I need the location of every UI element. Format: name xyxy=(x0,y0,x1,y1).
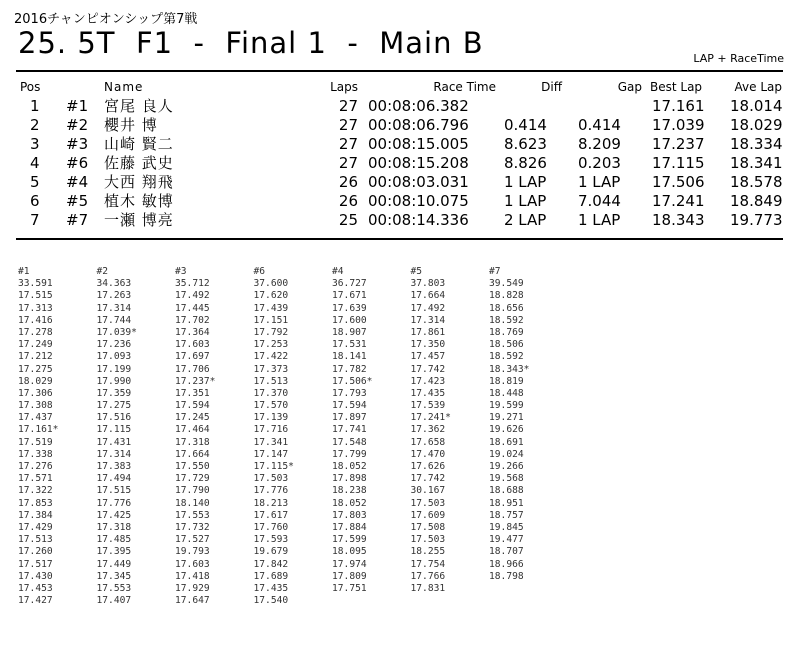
lap-time-cell: 17.702 xyxy=(175,314,210,326)
col-pos-header: Pos xyxy=(20,80,41,94)
results-header-row xyxy=(16,80,783,97)
ave-lap-cell: 18.334 xyxy=(730,135,783,153)
lap-time-cell: 18.951 xyxy=(489,497,524,509)
lap-time-cell: 17.350 xyxy=(410,339,446,351)
lap-time-cell: 17.790 xyxy=(175,485,210,497)
race-time-cell: 00:08:15.005 xyxy=(368,135,469,153)
lap-time-cell: 18.769 xyxy=(489,326,524,338)
lap-time-cell: 17.503 xyxy=(410,497,446,509)
lap-time-cell: 17.658 xyxy=(410,436,446,448)
lap-time-cell: 17.697 xyxy=(175,351,210,363)
lap-time-cell: 17.517 xyxy=(18,558,53,570)
lap-time-cell: 17.799 xyxy=(332,448,367,460)
lap-time-cell: 17.671 xyxy=(332,290,367,302)
lap-time-cell: 17.345 xyxy=(96,570,132,582)
pos-cell: 1 xyxy=(30,97,40,115)
lap-time-cell: 17.861 xyxy=(410,326,446,338)
lap-time-cell: 19.568 xyxy=(489,473,524,485)
lap-time-cell: 17.803 xyxy=(332,509,367,521)
lap-time-cell: 17.430 xyxy=(18,570,53,582)
lap-column xyxy=(411,266,451,595)
lap-time-cell: 17.308 xyxy=(18,400,53,412)
lap-time-cell: 17.485 xyxy=(96,534,132,546)
lap-time-cell: 17.338 xyxy=(18,448,53,460)
lap-time-cell: 17.464 xyxy=(175,424,210,436)
lap-time-cell: 19.024 xyxy=(489,448,524,460)
lap-time-cell: 17.314 xyxy=(96,448,132,460)
col-best-lap-header: Best Lap xyxy=(650,80,703,94)
driver-name-cell: 佐藤 武史 xyxy=(104,154,174,172)
lap-time-cell: 17.245 xyxy=(175,412,210,424)
race-time-cell: 00:08:14.336 xyxy=(368,211,469,229)
car-number-cell: #3 xyxy=(66,135,89,153)
lap-time-cell: 19.793 xyxy=(175,546,210,558)
lap-time-cell: 17.884 xyxy=(332,521,367,533)
lap-time-cell: 19.626 xyxy=(489,424,524,436)
lap-time-cell: 18.052 xyxy=(332,497,367,509)
lap-time-cell: 17.639 xyxy=(332,302,367,314)
lap-time-cell: 17.990 xyxy=(96,375,132,387)
best-lap-cell: 17.506 xyxy=(652,173,705,191)
driver-name-cell: 一瀬 博亮 xyxy=(104,211,174,229)
lap-time-cell: 17.897 xyxy=(332,412,367,424)
lap-time-cell: 17.503 xyxy=(253,473,289,485)
lap-time-cell: 18.141 xyxy=(332,351,367,363)
pos-cell: 4 xyxy=(30,154,40,172)
lap-time-cell: 17.237* xyxy=(175,375,216,387)
lap-time-cell: 17.351 xyxy=(175,387,210,399)
race-time-cell: 00:08:10.075 xyxy=(368,192,469,210)
lap-time-cell: 17.776 xyxy=(96,497,132,509)
car-number-cell: #1 xyxy=(66,97,89,115)
lap-column-car-header: #3 xyxy=(175,266,187,277)
lap-time-cell: 17.139 xyxy=(253,412,289,424)
lap-time-cell: 39.549 xyxy=(489,278,524,290)
lap-column xyxy=(175,266,215,607)
lap-time-cell: 17.603 xyxy=(175,339,210,351)
lap-time-cell: 19.271 xyxy=(489,412,524,424)
lap-time-cell: 17.449 xyxy=(96,558,132,570)
lap-time-cell: 18.448 xyxy=(489,387,524,399)
car-number-cell: #7 xyxy=(66,211,89,229)
lap-time-cell: 35.712 xyxy=(175,278,210,290)
header-divider xyxy=(16,70,783,72)
lap-time-cell: 17.260 xyxy=(18,546,53,558)
lap-time-cell: 19.679 xyxy=(253,546,289,558)
result-row xyxy=(16,135,783,154)
lap-column-car-header: #4 xyxy=(332,266,344,277)
lap-time-cell: 17.929 xyxy=(175,582,210,594)
lap-time-cell: 19.599 xyxy=(489,400,524,412)
lap-time-cell: 30.167 xyxy=(410,485,446,497)
laps-cell: 25 xyxy=(338,211,358,229)
lap-time-cell: 17.853 xyxy=(18,497,53,509)
lap-time-cell: 17.253 xyxy=(253,339,289,351)
laps-cell: 26 xyxy=(338,192,358,210)
lap-time-cell: 17.318 xyxy=(96,521,132,533)
driver-name-cell: 山崎 賢二 xyxy=(104,135,174,153)
laps-cell: 27 xyxy=(338,135,358,153)
lap-time-cell: 17.540 xyxy=(253,595,289,607)
best-lap-cell: 17.039 xyxy=(652,116,705,134)
lap-time-cell: 17.600 xyxy=(332,314,367,326)
lap-time-cell: 17.732 xyxy=(175,521,210,533)
pos-cell: 5 xyxy=(30,173,40,191)
lap-time-cell: 17.416 xyxy=(18,314,53,326)
lap-time-cell: 17.425 xyxy=(96,509,132,521)
lap-time-cell: 17.276 xyxy=(18,461,53,472)
lap-time-cell: 17.760 xyxy=(253,521,289,533)
diff-cell: 2 LAP xyxy=(504,211,547,229)
lap-time-cell: 17.306 xyxy=(18,387,53,399)
lap-time-cell: 17.423 xyxy=(410,375,446,387)
lap-time-cell: 18.052 xyxy=(332,461,367,472)
lap-time-cell: 17.503 xyxy=(410,534,446,546)
lap-time-cell: 36.727 xyxy=(332,278,367,290)
lap-time-cell: 17.314 xyxy=(410,314,446,326)
lap-time-cell: 17.527 xyxy=(175,534,210,546)
race-title: 25. 5T F1 - Final 1 - Main B xyxy=(18,26,484,60)
lap-time-cell: 17.729 xyxy=(175,473,210,485)
result-row xyxy=(16,97,783,116)
lap-time-cell: 17.275 xyxy=(18,363,53,375)
lap-time-cell: 17.515 xyxy=(18,290,53,302)
lap-time-cell: 17.241* xyxy=(410,412,451,424)
lap-column-car-header: #5 xyxy=(410,266,423,277)
diff-cell: 8.826 xyxy=(504,154,547,172)
lap-time-cell: 17.453 xyxy=(18,582,53,594)
lap-time-cell: 17.603 xyxy=(175,558,210,570)
lap-time-cell: 18.966 xyxy=(489,558,524,570)
lap-time-cell: 17.199 xyxy=(96,363,132,375)
col-ave-lap-header: Ave Lap xyxy=(734,80,782,94)
lap-time-cell: 17.553 xyxy=(96,582,132,594)
lap-time-cell: 17.147 xyxy=(253,448,289,460)
lap-time-cell: 37.803 xyxy=(410,278,446,290)
lap-time-cell: 34.363 xyxy=(96,278,132,290)
lap-time-cell: 18.255 xyxy=(410,546,446,558)
lap-time-cell: 17.626 xyxy=(410,461,446,472)
lap-time-cell: 18.592 xyxy=(489,314,524,326)
lap-time-cell: 17.383 xyxy=(96,461,132,472)
race-time-cell: 00:08:06.382 xyxy=(368,97,469,115)
results-table xyxy=(16,80,783,230)
lap-time-cell: 17.792 xyxy=(253,326,289,338)
lap-time-cell: 17.275 xyxy=(96,400,132,412)
lap-time-cell: 18.592 xyxy=(489,351,524,363)
lap-column-car-header: #6 xyxy=(253,266,266,277)
lap-time-cell: 17.115 xyxy=(96,424,132,436)
lap-time-cell: 17.744 xyxy=(96,314,132,326)
lap-time-cell: 17.418 xyxy=(175,570,210,582)
lap-time-cell: 17.620 xyxy=(253,290,289,302)
race-time-cell: 00:08:06.796 xyxy=(368,116,469,134)
diff-cell: 1 LAP xyxy=(504,192,547,210)
lap-time-cell: 17.664 xyxy=(410,290,446,302)
lap-time-cell: 17.599 xyxy=(332,534,367,546)
lap-time-cell: 17.516 xyxy=(96,412,132,424)
driver-name-cell: 櫻井 博 xyxy=(104,116,158,134)
lap-time-cell: 17.435 xyxy=(253,582,289,594)
lap-time-cell: 18.140 xyxy=(175,497,210,509)
car-number-cell: #2 xyxy=(66,116,89,134)
lap-time-cell: 17.647 xyxy=(175,595,210,607)
lap-time-cell: 17.571 xyxy=(18,473,53,485)
col-laps-header: Laps xyxy=(330,80,358,94)
ave-lap-cell: 18.849 xyxy=(730,192,783,210)
lap-time-cell: 17.457 xyxy=(410,351,446,363)
lap-time-cell: 17.373 xyxy=(253,363,289,375)
lap-time-cell: 17.470 xyxy=(410,448,446,460)
lap-time-cell: 17.716 xyxy=(253,424,289,436)
car-number-cell: #6 xyxy=(66,154,89,172)
lap-time-cell: 37.600 xyxy=(253,278,289,290)
gap-cell: 8.209 xyxy=(578,135,621,153)
lap-column xyxy=(18,266,58,607)
lap-time-cell: 17.263 xyxy=(96,290,132,302)
lap-column-car-header: #1 xyxy=(18,266,30,277)
lap-time-cell: 18.238 xyxy=(332,485,367,497)
event-subtitle: 2016チャンピオンシップ第7戦 xyxy=(14,12,198,27)
best-lap-cell: 17.161 xyxy=(652,97,705,115)
lap-time-cell: 17.793 xyxy=(332,387,367,399)
driver-name-cell: 大西 翔飛 xyxy=(104,173,174,191)
col-diff-header: Diff xyxy=(541,80,562,94)
lap-time-cell: 17.341 xyxy=(253,436,289,448)
lap-time-cell: 17.322 xyxy=(18,485,53,497)
lap-time-cell: 17.539 xyxy=(410,400,446,412)
lap-time-cell: 17.594 xyxy=(175,400,210,412)
gap-cell: 0.414 xyxy=(578,116,621,134)
lap-time-cell: 17.384 xyxy=(18,509,53,521)
col-name-header: Name xyxy=(104,80,144,94)
lap-time-cell: 17.439 xyxy=(253,302,289,314)
lap-time-cell: 17.553 xyxy=(175,509,210,521)
diff-cell: 8.623 xyxy=(504,135,547,153)
lap-time-cell: 17.039* xyxy=(96,326,137,338)
lap-time-cell: 17.664 xyxy=(175,448,210,460)
lap-time-cell: 18.688 xyxy=(489,485,524,497)
lap-time-cell: 33.591 xyxy=(18,278,53,290)
lap-time-cell: 18.691 xyxy=(489,436,524,448)
lap-time-cell: 18.506 xyxy=(489,339,524,351)
lap-time-cell: 17.151 xyxy=(253,314,289,326)
lap-time-cell: 17.974 xyxy=(332,558,367,570)
best-lap-cell: 17.241 xyxy=(652,192,705,210)
lap-time-cell: 17.395 xyxy=(96,546,132,558)
lap-column xyxy=(254,266,294,607)
best-lap-cell: 18.343 xyxy=(652,211,705,229)
lap-time-cell: 17.445 xyxy=(175,302,210,314)
results-divider xyxy=(16,238,783,240)
lap-time-cell: 17.519 xyxy=(18,436,53,448)
lap-time-cell: 18.798 xyxy=(489,570,524,582)
lap-time-cell: 18.707 xyxy=(489,546,524,558)
lap-column xyxy=(332,266,372,595)
lap-time-cell: 17.370 xyxy=(253,387,289,399)
result-row xyxy=(16,116,783,135)
col-gap-header: Gap xyxy=(617,80,642,94)
lap-time-cell: 17.506* xyxy=(332,375,373,387)
gap-cell: 1 LAP xyxy=(578,211,621,229)
lap-time-cell: 17.776 xyxy=(253,485,289,497)
lap-time-cell: 17.492 xyxy=(410,302,446,314)
lap-time-cell: 17.609 xyxy=(410,509,446,521)
pos-cell: 6 xyxy=(30,192,40,210)
result-row xyxy=(16,192,783,211)
lap-time-cell: 17.437 xyxy=(18,412,53,424)
lap-time-cell: 17.766 xyxy=(410,570,446,582)
lap-time-cell: 18.819 xyxy=(489,375,524,387)
lap-time-cell: 17.831 xyxy=(410,582,446,594)
col-race-time-header: Race Time xyxy=(433,80,496,94)
lap-time-cell: 17.364 xyxy=(175,326,210,338)
ave-lap-cell: 18.014 xyxy=(730,97,783,115)
lap-time-cell: 17.161* xyxy=(18,424,59,436)
lap-time-cell: 17.362 xyxy=(410,424,446,436)
gap-cell: 7.044 xyxy=(578,192,621,210)
pos-cell: 2 xyxy=(30,116,40,134)
lap-time-cell: 17.570 xyxy=(253,400,289,412)
lap-time-cell: 17.407 xyxy=(96,595,132,607)
lap-time-cell: 17.513 xyxy=(253,375,289,387)
lap-time-cell: 18.907 xyxy=(332,326,367,338)
lap-time-cell: 17.515 xyxy=(96,485,132,497)
lap-time-cell: 17.492 xyxy=(175,290,210,302)
best-lap-cell: 17.237 xyxy=(652,135,705,153)
lap-time-cell: 17.236 xyxy=(96,339,132,351)
race-time-cell: 00:08:15.208 xyxy=(368,154,469,172)
lap-time-cell: 17.706 xyxy=(175,363,210,375)
race-time-cell: 00:08:03.031 xyxy=(368,173,469,191)
pos-cell: 3 xyxy=(30,135,40,153)
lap-time-cell: 19.477 xyxy=(489,534,524,546)
lap-time-cell: 17.782 xyxy=(332,363,367,375)
lap-column-car-header: #2 xyxy=(96,266,109,277)
gap-cell: 1 LAP xyxy=(578,173,621,191)
lap-time-cell: 17.593 xyxy=(253,534,289,546)
lap-time-cell: 19.845 xyxy=(489,521,524,533)
lap-time-cell: 17.550 xyxy=(175,461,210,472)
lap-time-cell: 17.754 xyxy=(410,558,446,570)
driver-name-cell: 宮尾 良人 xyxy=(104,97,174,115)
lap-time-cell: 18.656 xyxy=(489,302,524,314)
laps-cell: 27 xyxy=(338,116,358,134)
lap-time-cell: 17.809 xyxy=(332,570,367,582)
car-number-cell: #5 xyxy=(66,192,89,210)
ave-lap-cell: 18.029 xyxy=(730,116,783,134)
lap-time-cell: 17.898 xyxy=(332,473,367,485)
best-lap-cell: 17.115 xyxy=(652,154,705,172)
lap-time-cell: 17.212 xyxy=(18,351,53,363)
ave-lap-cell: 18.578 xyxy=(730,173,783,191)
lap-time-cell: 17.617 xyxy=(253,509,289,521)
lap-column-car-header: #7 xyxy=(489,266,501,277)
lap-time-cell: 17.594 xyxy=(332,400,367,412)
lap-time-cell: 18.828 xyxy=(489,290,524,302)
laps-cell: 27 xyxy=(338,97,358,115)
lap-time-cell: 17.751 xyxy=(332,582,367,594)
lap-time-cell: 17.249 xyxy=(18,339,53,351)
ave-lap-cell: 18.341 xyxy=(730,154,783,172)
lap-time-cell: 17.689 xyxy=(253,570,289,582)
lap-time-cell: 17.513 xyxy=(18,534,53,546)
result-row xyxy=(16,173,783,192)
lap-time-cell: 17.314 xyxy=(96,302,132,314)
lap-time-cell: 19.266 xyxy=(489,461,524,472)
lap-time-cell: 17.422 xyxy=(253,351,289,363)
laps-cell: 27 xyxy=(338,154,358,172)
lap-time-cell: 17.359 xyxy=(96,387,132,399)
result-row xyxy=(16,211,783,230)
car-number-cell: #4 xyxy=(66,173,89,191)
laps-cell: 26 xyxy=(338,173,358,191)
lap-time-cell: 17.093 xyxy=(96,351,132,363)
diff-cell: 1 LAP xyxy=(504,173,547,191)
lap-time-cell: 17.431 xyxy=(96,436,132,448)
lap-time-cell: 17.548 xyxy=(332,436,367,448)
lap-time-cell: 17.742 xyxy=(410,473,446,485)
lap-time-cell: 17.115* xyxy=(253,461,294,472)
diff-cell: 0.414 xyxy=(504,116,547,134)
lap-time-cell: 17.531 xyxy=(332,339,367,351)
lap-time-cell: 18.095 xyxy=(332,546,367,558)
lap-column xyxy=(489,266,529,583)
lap-time-cell: 17.494 xyxy=(96,473,132,485)
lap-column xyxy=(97,266,137,607)
lap-time-cell: 18.029 xyxy=(18,375,53,387)
lap-time-cell: 17.427 xyxy=(18,595,53,607)
lap-time-cell: 17.742 xyxy=(410,363,446,375)
lap-time-cell: 17.741 xyxy=(332,424,367,436)
ave-lap-cell: 19.773 xyxy=(730,211,783,229)
lap-time-cell: 17.313 xyxy=(18,302,53,314)
lap-time-cell: 17.429 xyxy=(18,521,53,533)
lap-time-cell: 17.435 xyxy=(410,387,446,399)
lap-time-cell: 18.343* xyxy=(489,363,530,375)
driver-name-cell: 植木 敏博 xyxy=(104,192,174,210)
lap-time-cell: 17.278 xyxy=(18,326,53,338)
lap-time-cell: 17.842 xyxy=(253,558,289,570)
pos-cell: 7 xyxy=(30,211,40,229)
lap-time-cell: 18.213 xyxy=(253,497,289,509)
gap-cell: 0.203 xyxy=(578,154,621,172)
lap-time-cell: 17.318 xyxy=(175,436,210,448)
lap-time-cell: 17.508 xyxy=(410,521,446,533)
report-caption: LAP + RaceTime xyxy=(693,52,784,65)
lap-time-cell: 18.757 xyxy=(489,509,524,521)
result-row xyxy=(16,154,783,173)
